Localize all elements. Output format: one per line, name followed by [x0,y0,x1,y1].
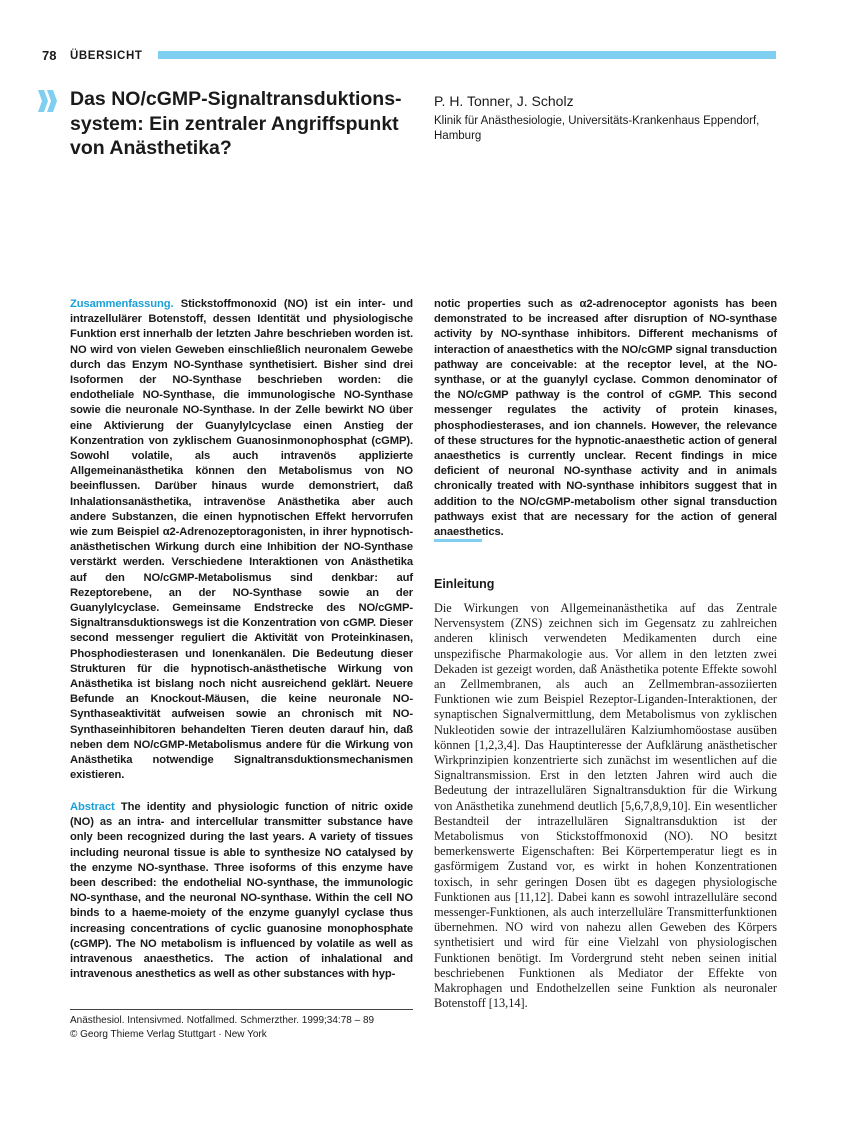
zusammenfassung-label: Zusammenfassung. [70,298,174,310]
section-label: ÜBERSICHT [70,50,143,62]
abstract-text-left: The identity and physiologic function of nitric oxide (NO) as an intra- and intercellular transmitter substance have only been recognized during the last years. A variety of tissues including neuronal tissue is able to synthesize NO catalysed by the enzyme NO-synthase. Three isoforms of this enzyme have been described: the endothelial NO-synthase, the immunologic NO-synthase, and the neuronal NO-synthase. Within the cell NO binds to a haeme-moiety of the enzyme guanylyl cyclase thus increasing concentrations of cyclic guanosine monophosphate (cGMP). The NO metabolism is influenced by volatile as well as intravenous anaesthetics. The action of inhalational and intravenous anesthetics as well as other substances with hyp- [70,801,413,981]
page-number: 78 [42,48,57,63]
abstract-paragraph [70,800,413,982]
footer-rule [70,1009,413,1010]
article-title: Das NO/cGMP-Signaltransduktions-system: Ein zentraler Angriffspunkt von Anästhetika? [70,88,402,159]
authors: P. H. Tonner, J. Scholz [434,93,574,109]
einleitung-block [434,601,777,1011]
abstract-label: Abstract [70,801,115,813]
publisher: © Georg Thieme Verlag Stuttgart · New York [70,1029,267,1040]
citation: Anästhesiol. Intensivmed. Notfallmed. Schmerzther. 1999;34:78 – 89 [70,1015,375,1026]
abstract-block [70,800,413,982]
abstract-text-right: notic properties such as α2-adrenoceptor agonists has been demonstrated to be increased after disruption of NO-synthase activity by NO-synthase inhibitors. Different mechanisms of interaction of anaesthetics with the NO/cGMP signal transduction pathway are conceivable: at the receptor level, at the NO-synthase, or at the guanylyl cyclase. Common denominator of the NO/cGMP pathway is the control of cGMP. This second messenger regulates the activity of protein kinases, phosphodiesterases, and ion channels. However, the relevance of these structures for the hypnotic-anaesthetic action of general anaesthetics is currently unclear. Recent findings in mice deficient of neuronal NO-synthase activity and in animals chronically treated with NO-synthase inhibitors suggest that in addition to the NO/cGMP-metabolism other signal transduction pathways exist that are necessary for the action of general anaesthetics. [434,298,777,539]
einleitung-text: Die Wirkungen von Allgemeinanästhetika auf das Zentrale Nervensystem (ZNS) zeichnen sich im Gegensatz zu zahlreichen anderen klinisch verwendeten Medikamenten durch eine unspezifische Pharmakologie aus. Vor allem in den letzten zwei Dekaden ist gezeigt worden, daß Anästhetika potente Effekte sowohl an Zellmembranen, als auch an Zellmembran-assoziierten Funktionen wie zum Beispiel Rezeptor-Liganden-Interaktionen, der synaptischen Signalvermittlung, dem Metabolismus von zyklischen Nukleotiden sowie der intrazellulären Kalziumhomöostase ausüben können [1,2,3,4]. Das Hauptinteresse der Aufklärung anästhetischer Wirkprinzipien konzentrierte sich zunächst im wesentlichen auf die Signaltransmission. Erst in den letzten Jahren wird auch die Bedeutung der intrazellulären Signaltransduktion für die Wirkung von Anästhetika zunehmend deutlich [5,6,7,8,9,10]. Ein wesentlicher Bestandteil der intrazellulären Signaltransduktion ist der Metabolismus von Stickstoffmonoxid (NO). NO besitzt bemerkenswerte Eigenschaften: Bei Körpertemperatur liegt es in gasförmigem Zustand vor, es wirkt in hohen Konzentrationen toxisch, in sehr geringen Dosen übt es dagegen physiologische Funktionen aus [11,12]. Dabei kann es sowohl intrazelluläre second messenger-Funktionen, als auch interzelluläre Transmitterfunktionen übernehmen. NO wird von nahezu allen Geweben des Körpers synthetisiert und wird für eine Vielzahl von physiologischen Funktionen benötigt. Im Vordergrund steht neben seinen initial beschriebenen Funktionen als Mediator der Effekte von Makrophagen und Endothelzellen seine Funktion als neuronaler Botenstoff [13,14]. [434,601,777,1011]
zusammenfassung-paragraph [70,297,413,784]
affiliation: Klinik für Anästhesiologie, Universitäts-Krankenhaus Eppendorf, Hamburg [434,115,760,142]
header-bar [158,51,776,59]
einleitung-heading: Einleitung [434,577,495,591]
running-header [40,47,776,65]
footer [70,1014,413,1042]
section-divider [434,539,482,542]
chevron-marker-icon [38,90,58,112]
abstract-continued-block [434,297,777,540]
zusammenfassung-text: Stickstoffmonoxid (NO) ist ein inter- und intrazellulärer Botenstoff, dessen Identität und physiologische Funktion erst innerhalb der letzten Jahre beschrieben worden ist. NO wird von vielen Geweben einschließlich neuronalem Gewebe durch das Enzym NO-Synthase synthetisiert. Bisher sind drei Isoformen der NO-Synthase beschrieben worden: die endotheliale NO-Synthase, die immunologische NO-Synthase sowie die neuronale NO-Synthase. In der Zelle bewirkt NO über eine Aktivierung der Guanylylcyclase einen Anstieg der Konzentration von zyklischem Guanosinmonophosphat (cGMP). Sowohl volatile, als auch intravenös applizierte Allgemeinanästhetika können den Metabolismus von NO beeinflussen. Darüber hinaus wurde demonstriert, daß Inhalationsanästhetika, intravenöse Anästhetika aber auch andere Substanzen, die einen hypnotischen Effekt hervorrufen wie zum Beispiel α2-Adrenozeptoragonisten, in ihrer hypnotisch-anästhetischen Wirkung durch eine Inhibition der NO-Synthase verstärkt werden. Verschiedene Interaktionen von Anästhetika auf den NO/cGMP-Metabolismus sind denkbar: auf Rezeptorebene, an der NO-Synthase sowie an der Guanylylcyclase. Gemeinsame Endstrecke des NO/cGMP-Signaltransduktionswegs ist die Konzentration von cGMP. Dieser second messenger reguliert die Aktivität von Proteinkinasen, Phosphodiesterasen und Ionenkanälen. Die Bedeutung dieser Strukturen für die hypnotisch-anästhetische Wirkung von Anästhetika ist bislang noch nicht ausreichend geklärt. Neuere Befunde an Knockout-Mäusen, die keine neuronale NO-Synthaseaktivität aufweisen sowie an chronisch mit NO-Synthaseinhibitoren behandelten Tieren deuten darauf hin, daß neben dem NO/cGMP-Metabolismus andere für die Wirkung von Anästhetika notwendige Signaltransduktionsmechanismen existieren. [70,298,414,782]
summary-block [70,297,413,784]
